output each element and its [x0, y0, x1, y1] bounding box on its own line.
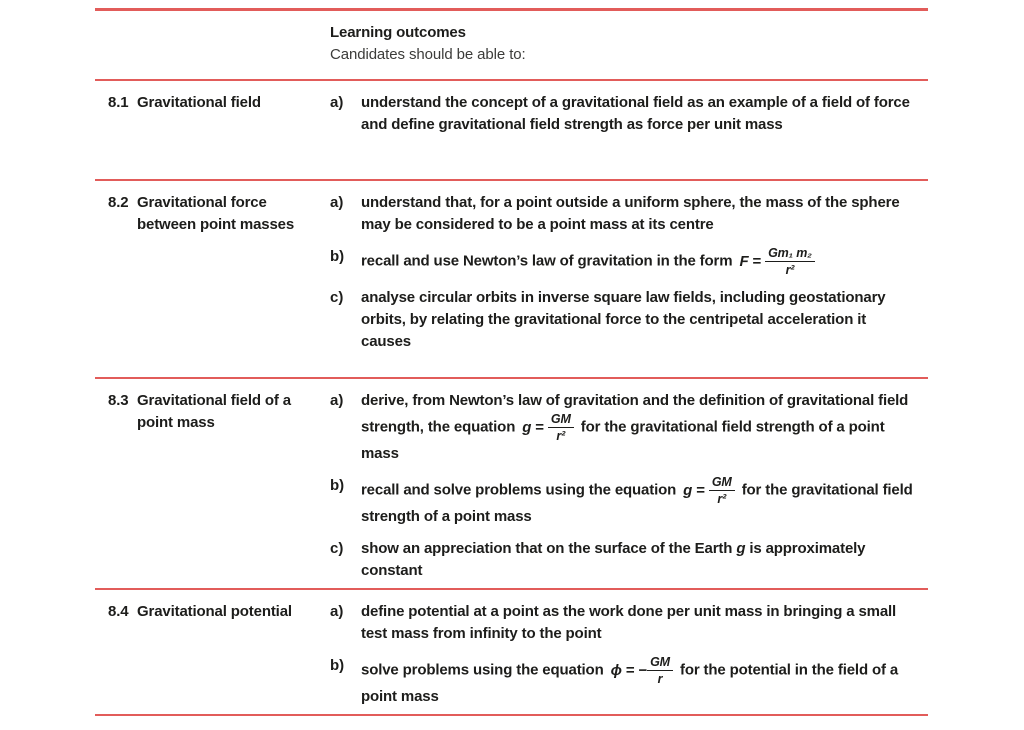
- fraction-numerator: GM: [647, 655, 673, 671]
- section-number: 8.4: [108, 603, 129, 620]
- equals-sign: =: [625, 661, 635, 679]
- fraction: [709, 475, 735, 506]
- outcome-item: [330, 192, 920, 236]
- syllabus-table: [95, 8, 928, 716]
- outcome-item: [330, 538, 920, 582]
- equals-sign: =: [696, 481, 705, 499]
- section-8-3-outcomes: [330, 379, 928, 588]
- outcome-text: [361, 538, 913, 582]
- formula-lhs: g: [683, 481, 693, 499]
- section-row-8-2: [95, 181, 928, 379]
- outcome-marker: c): [330, 289, 344, 306]
- header-left-cell: [95, 11, 330, 79]
- outcome-text-post: is approximately constant: [361, 540, 866, 579]
- section-8-2-outcomes: [330, 181, 928, 377]
- outcome-marker: a): [330, 392, 344, 409]
- outcome-marker: a): [330, 94, 344, 111]
- section-title: Gravitational force between point masses: [137, 194, 295, 233]
- section-number: 8.2: [108, 194, 129, 211]
- fraction: [548, 412, 574, 443]
- section-row-8-1: [95, 81, 928, 181]
- outcome-marker: a): [330, 603, 344, 620]
- outcome-marker: b): [330, 657, 345, 674]
- section-8-4-heading: [95, 590, 330, 714]
- formula-lhs: g: [522, 418, 532, 436]
- header-right-cell: [330, 11, 928, 79]
- outcome-text-post: for the gravitational field strength of a point mass: [361, 481, 913, 525]
- section-title: Gravitational field of a point mass: [137, 392, 291, 431]
- outcome-item: [330, 246, 920, 277]
- fraction-numerator: Gm₁ m₂: [765, 246, 815, 262]
- outcome-text: [361, 655, 913, 708]
- section-title: Gravitational field: [137, 94, 261, 111]
- fraction-denominator: r: [657, 672, 663, 686]
- outcome-marker: a): [330, 194, 344, 211]
- outcome-item: [330, 287, 920, 353]
- outcome-text: [361, 475, 913, 528]
- outcome-marker: c): [330, 540, 344, 557]
- outcome-text: understand that, for a point outside a uniform sphere, the mass of the sphere may be considered to be a point mass at its centre: [361, 194, 900, 233]
- formula-lhs: ϕ: [610, 661, 622, 679]
- outcome-text: [361, 390, 913, 465]
- outcome-text-post: for the gravitational field strength of a point mass: [361, 418, 885, 462]
- minus-sign: −: [638, 661, 648, 679]
- outcome-item: [330, 390, 920, 465]
- outcome-text: analyse circular orbits in inverse square law fields, including geostationary orbits, by relating the gravitational force to the centripetal acceleration it causes: [361, 289, 886, 350]
- section-8-1-heading: [95, 81, 330, 179]
- section-title: Gravitational potential: [137, 603, 292, 620]
- potential-formula: [611, 655, 673, 686]
- outcome-marker: b): [330, 477, 345, 494]
- fraction: [647, 655, 673, 686]
- outcome-item: [330, 92, 920, 136]
- fraction-denominator: r²: [785, 263, 795, 277]
- section-number: 8.1: [108, 94, 129, 111]
- outcome-text-pre: show an appreciation that on the surface of the Earth: [361, 540, 733, 557]
- outcome-text-post: for the potential in the field of a point mass: [361, 661, 899, 705]
- section-8-1-outcomes: [330, 81, 928, 179]
- outcome-marker: b): [330, 248, 345, 265]
- fraction-numerator: GM: [548, 412, 574, 428]
- outcome-text: [361, 246, 913, 277]
- section-8-3-heading: [95, 379, 330, 588]
- section-8-2-heading: [95, 181, 330, 377]
- outcome-text-pre: recall and solve problems using the equation: [361, 481, 677, 499]
- field-strength-formula: [683, 475, 734, 506]
- equals-sign: =: [535, 418, 544, 436]
- equals-sign: =: [752, 252, 762, 270]
- outcome-text-pre: recall and use Newton’s law of gravitation in the form: [361, 252, 733, 270]
- field-strength-formula: [522, 412, 573, 443]
- outcome-item: [330, 475, 920, 528]
- outcome-item: [330, 601, 920, 645]
- fraction-numerator: GM: [709, 475, 735, 491]
- section-number: 8.3: [108, 392, 129, 409]
- section-8-4-outcomes: [330, 590, 928, 714]
- candidates-subheading: Candidates should be able to:: [330, 46, 526, 63]
- fraction: [765, 246, 815, 277]
- fraction-denominator: r²: [717, 492, 727, 506]
- syllabus-sheet: [95, 8, 928, 716]
- formula-lhs: F: [739, 252, 749, 270]
- outcome-text: understand the concept of a gravitational field as an example of a field of force and define gravitational field strength as force per unit mass: [361, 94, 910, 133]
- outcome-text-pre: solve problems using the equation: [361, 661, 604, 679]
- fraction-denominator: r²: [556, 429, 566, 443]
- table-header-row: [95, 11, 928, 81]
- learning-outcomes-heading: Learning outcomes: [330, 24, 466, 41]
- outcome-text-pre: derive, from Newton’s law of gravitation and the definition of gravitational field strength, the equation: [361, 392, 909, 436]
- section-row-8-4: [95, 590, 928, 716]
- variable-g: g: [736, 540, 746, 557]
- newtons-law-formula: [739, 246, 814, 277]
- section-row-8-3: [95, 379, 928, 590]
- outcome-text: define potential at a point as the work done per unit mass in bringing a small test mass from infinity to the point: [361, 603, 897, 642]
- outcome-item: [330, 655, 920, 708]
